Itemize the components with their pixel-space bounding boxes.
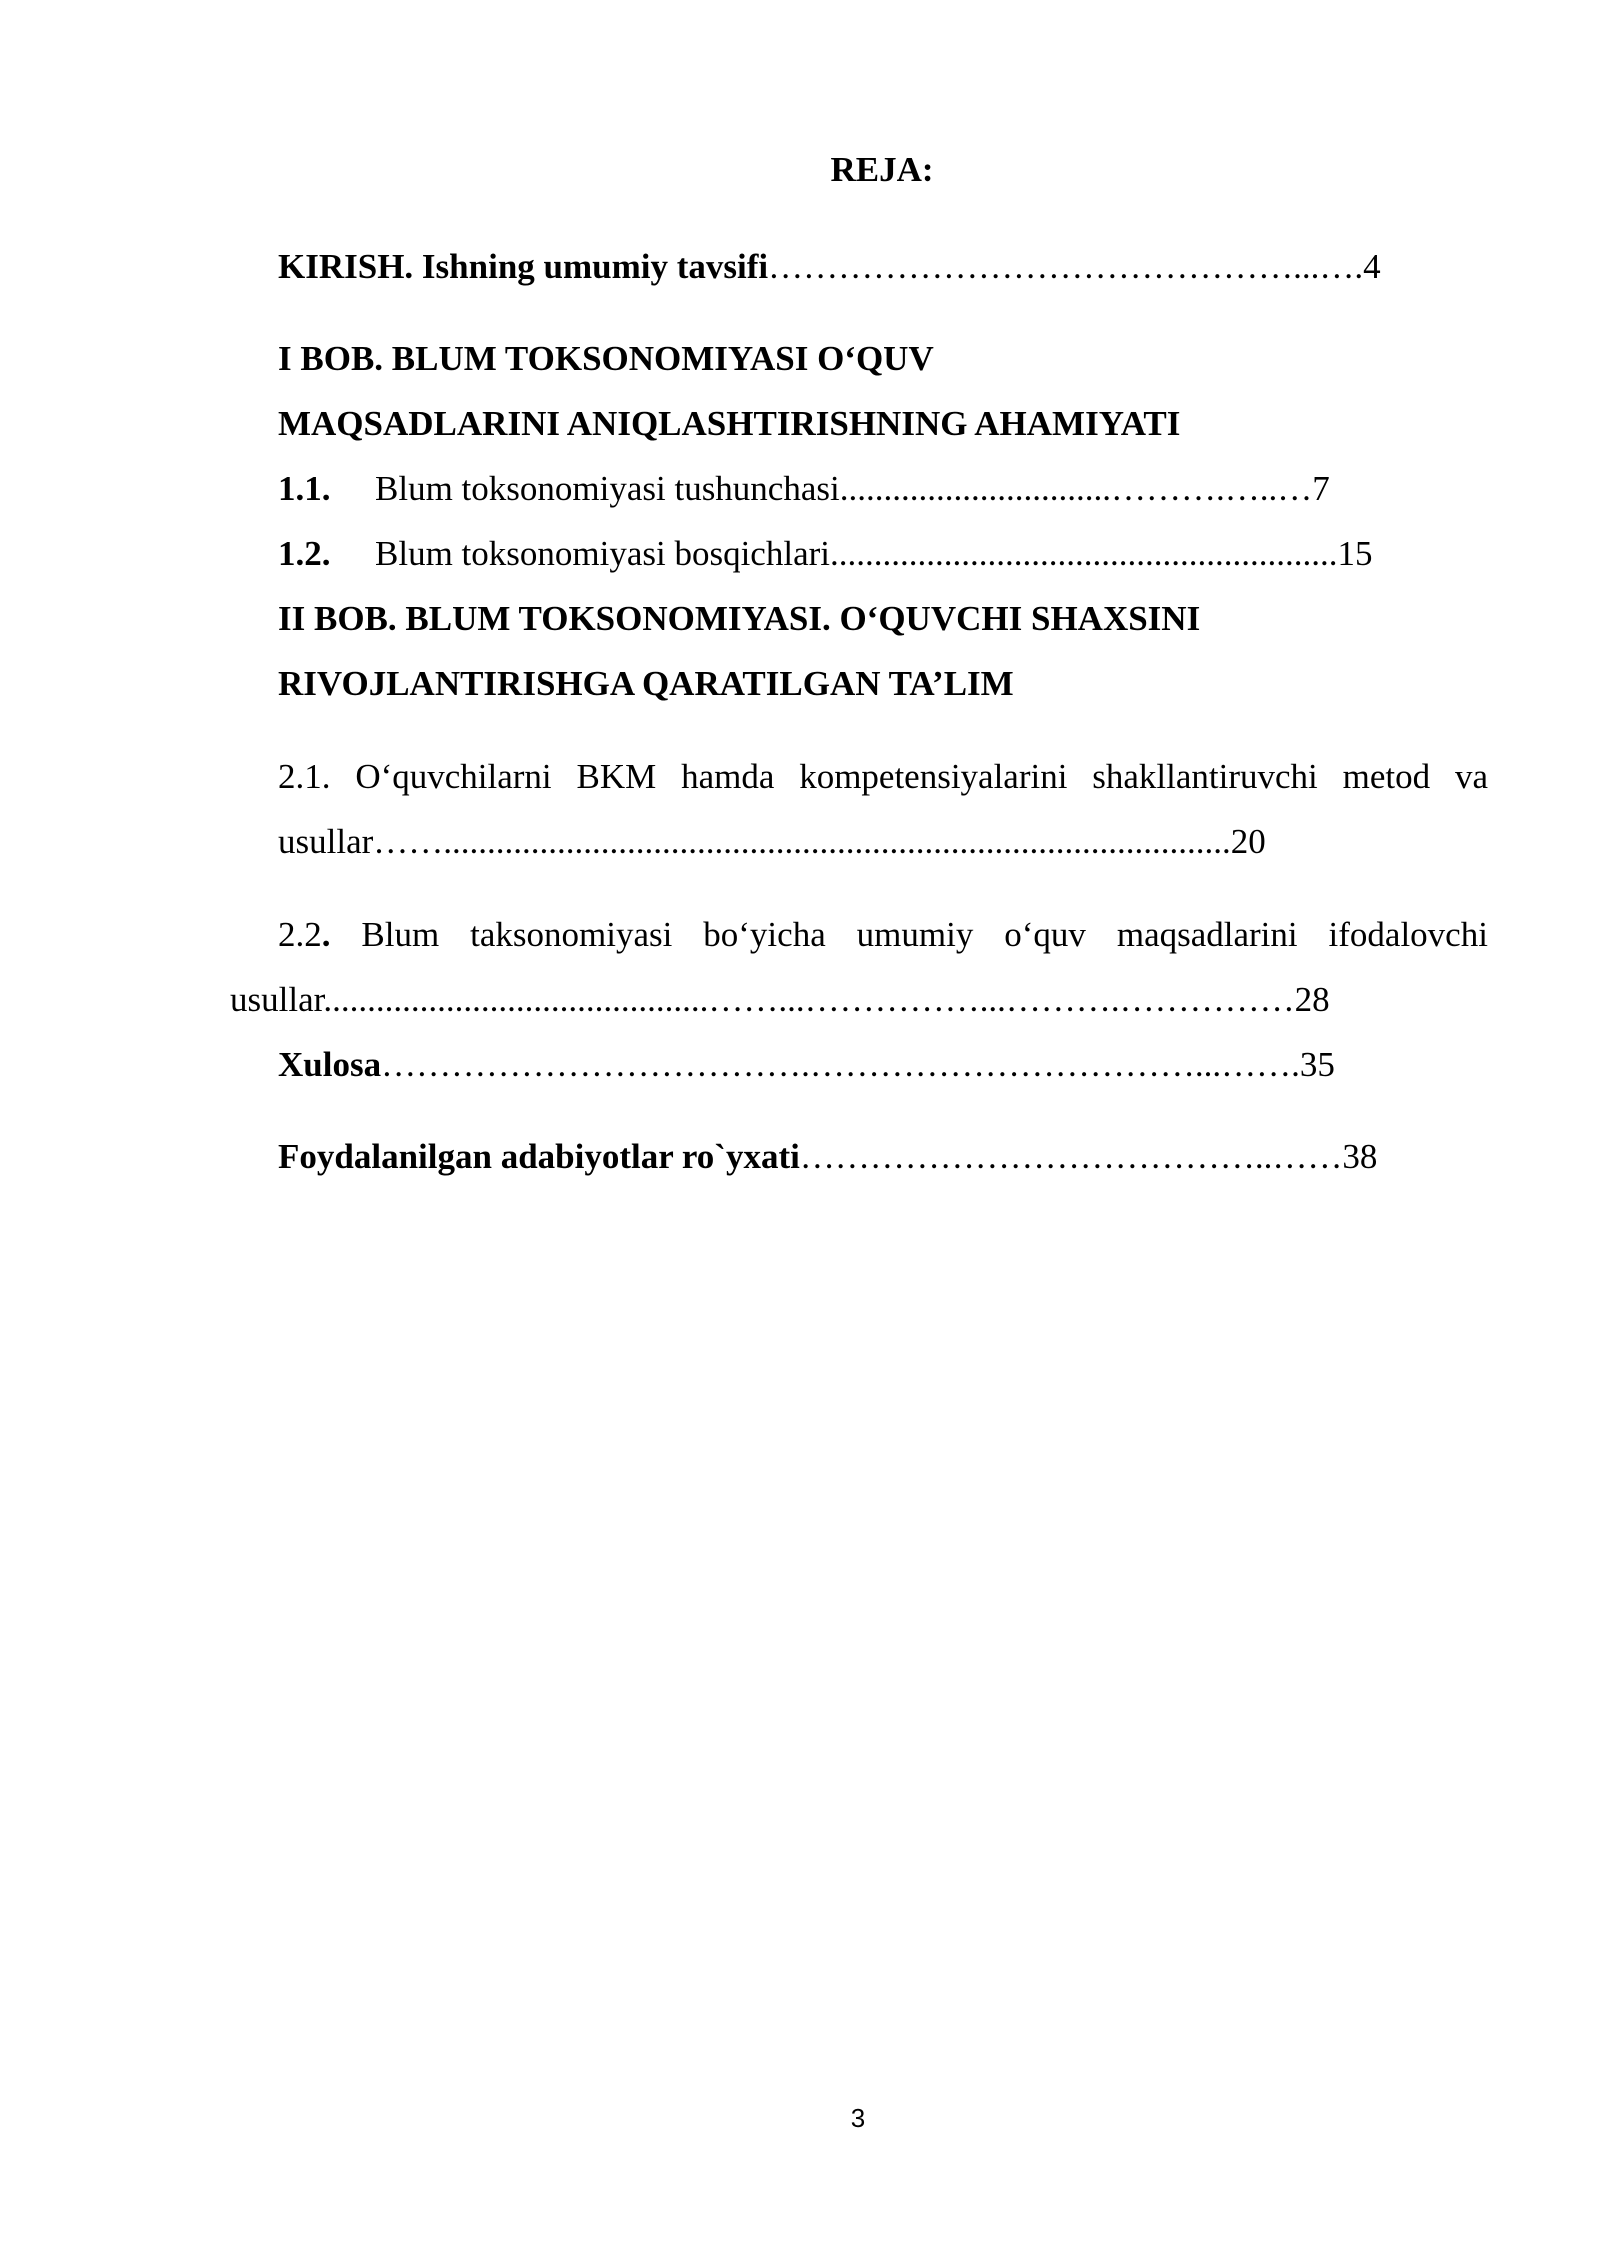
toc-entry-2-2-line-2[interactable] xyxy=(230,978,1330,1022)
toc-entry-label: usullar xyxy=(230,980,324,1019)
toc-entry-2-1-line-2[interactable] xyxy=(278,820,1266,864)
toc-entry-label: Blum toksonomiyasi tushunchasi xyxy=(375,469,840,508)
toc-section-number: 2.2. xyxy=(278,915,331,954)
toc-entry-2-2-line-1[interactable] xyxy=(278,913,1488,957)
toc-word: taksonomiyasi xyxy=(470,915,673,954)
toc-entry-1-2[interactable] xyxy=(278,532,1372,576)
toc-leader: …….......................................................................................... xyxy=(373,822,1231,861)
toc-chapter-1-line-2[interactable]: MAQSADLARINI ANIQLASHTIRISHNING AHAMIYATI xyxy=(278,404,1181,443)
toc-chapter-1-line-1[interactable]: I BOB. BLUM TOKSONOMIYASI O‘QUV xyxy=(278,339,934,378)
toc-word: bo‘yicha xyxy=(703,915,826,954)
toc-leader: .......................................................... xyxy=(829,534,1338,573)
toc-word: ifodalovchi xyxy=(1328,915,1488,954)
toc-page-number: 20 xyxy=(1230,822,1266,861)
toc-page-number: 35 xyxy=(1299,1045,1335,1084)
page-number-footer: 3 xyxy=(850,2103,866,2133)
toc-word: kompetensiyalarini xyxy=(799,757,1068,796)
toc-leader: ...............................……….…..… xyxy=(839,469,1313,508)
toc-entry-label: Blum toksonomiyasi bosqichlari xyxy=(375,534,830,573)
toc-page-number: 4 xyxy=(1363,247,1381,286)
toc-page-number: 15 xyxy=(1337,534,1373,573)
toc-leader: …………………………………..…… xyxy=(799,1137,1343,1176)
toc-word: metod xyxy=(1342,757,1431,796)
toc-entry-label: Foydalanilgan adabiyotlar ro`yxati xyxy=(278,1137,800,1176)
toc-page-number: 28 xyxy=(1294,980,1330,1019)
toc-entry-intro[interactable] xyxy=(278,245,1381,289)
toc-word: 2.1. xyxy=(278,757,331,796)
toc-section-number: 1.1. xyxy=(278,469,331,508)
toc-entry-2-1-line-1[interactable] xyxy=(278,755,1488,799)
toc-word: shakllantiruvchi xyxy=(1092,757,1318,796)
toc-word: BKM xyxy=(576,757,657,796)
toc-leader: ………………………………………...…. xyxy=(768,247,1364,286)
toc-word: hamda xyxy=(681,757,775,796)
toc-entry-1-1[interactable] xyxy=(278,467,1330,511)
toc-page-number: 7 xyxy=(1312,469,1330,508)
toc-entry-references[interactable] xyxy=(278,1135,1377,1179)
toc-leader: ............................................……...……………...……….…………… xyxy=(323,980,1295,1019)
toc-section-number: 1.2. xyxy=(278,534,331,573)
toc-heading: REJA: xyxy=(830,150,934,189)
toc-leader: ……………………………….……………………………...……. xyxy=(381,1045,1300,1084)
toc-word: maqsadlarini xyxy=(1116,915,1298,954)
toc-entry-label: KIRISH. Ishning umumiy tavsifi xyxy=(278,247,769,286)
toc-entry-label: Xulosa xyxy=(278,1045,382,1084)
toc-word: Blum xyxy=(361,915,440,954)
toc-word: va xyxy=(1454,757,1488,796)
toc-chapter-2-line-1[interactable]: II BOB. BLUM TOKSONOMIYASI. O‘QUVCHI SHAXSINI xyxy=(278,599,1201,638)
toc-entry-label: usullar xyxy=(278,822,374,861)
toc-word: O‘quvchilarni xyxy=(355,757,552,796)
toc-word: umumiy xyxy=(856,915,974,954)
toc-chapter-2-line-2[interactable]: RIVOJLANTIRISHGA QARATILGAN TA’LIM xyxy=(278,664,1014,703)
toc-word: o‘quv xyxy=(1004,915,1086,954)
toc-page-number: 38 xyxy=(1342,1137,1378,1176)
toc-entry-conclusion[interactable] xyxy=(278,1043,1335,1087)
